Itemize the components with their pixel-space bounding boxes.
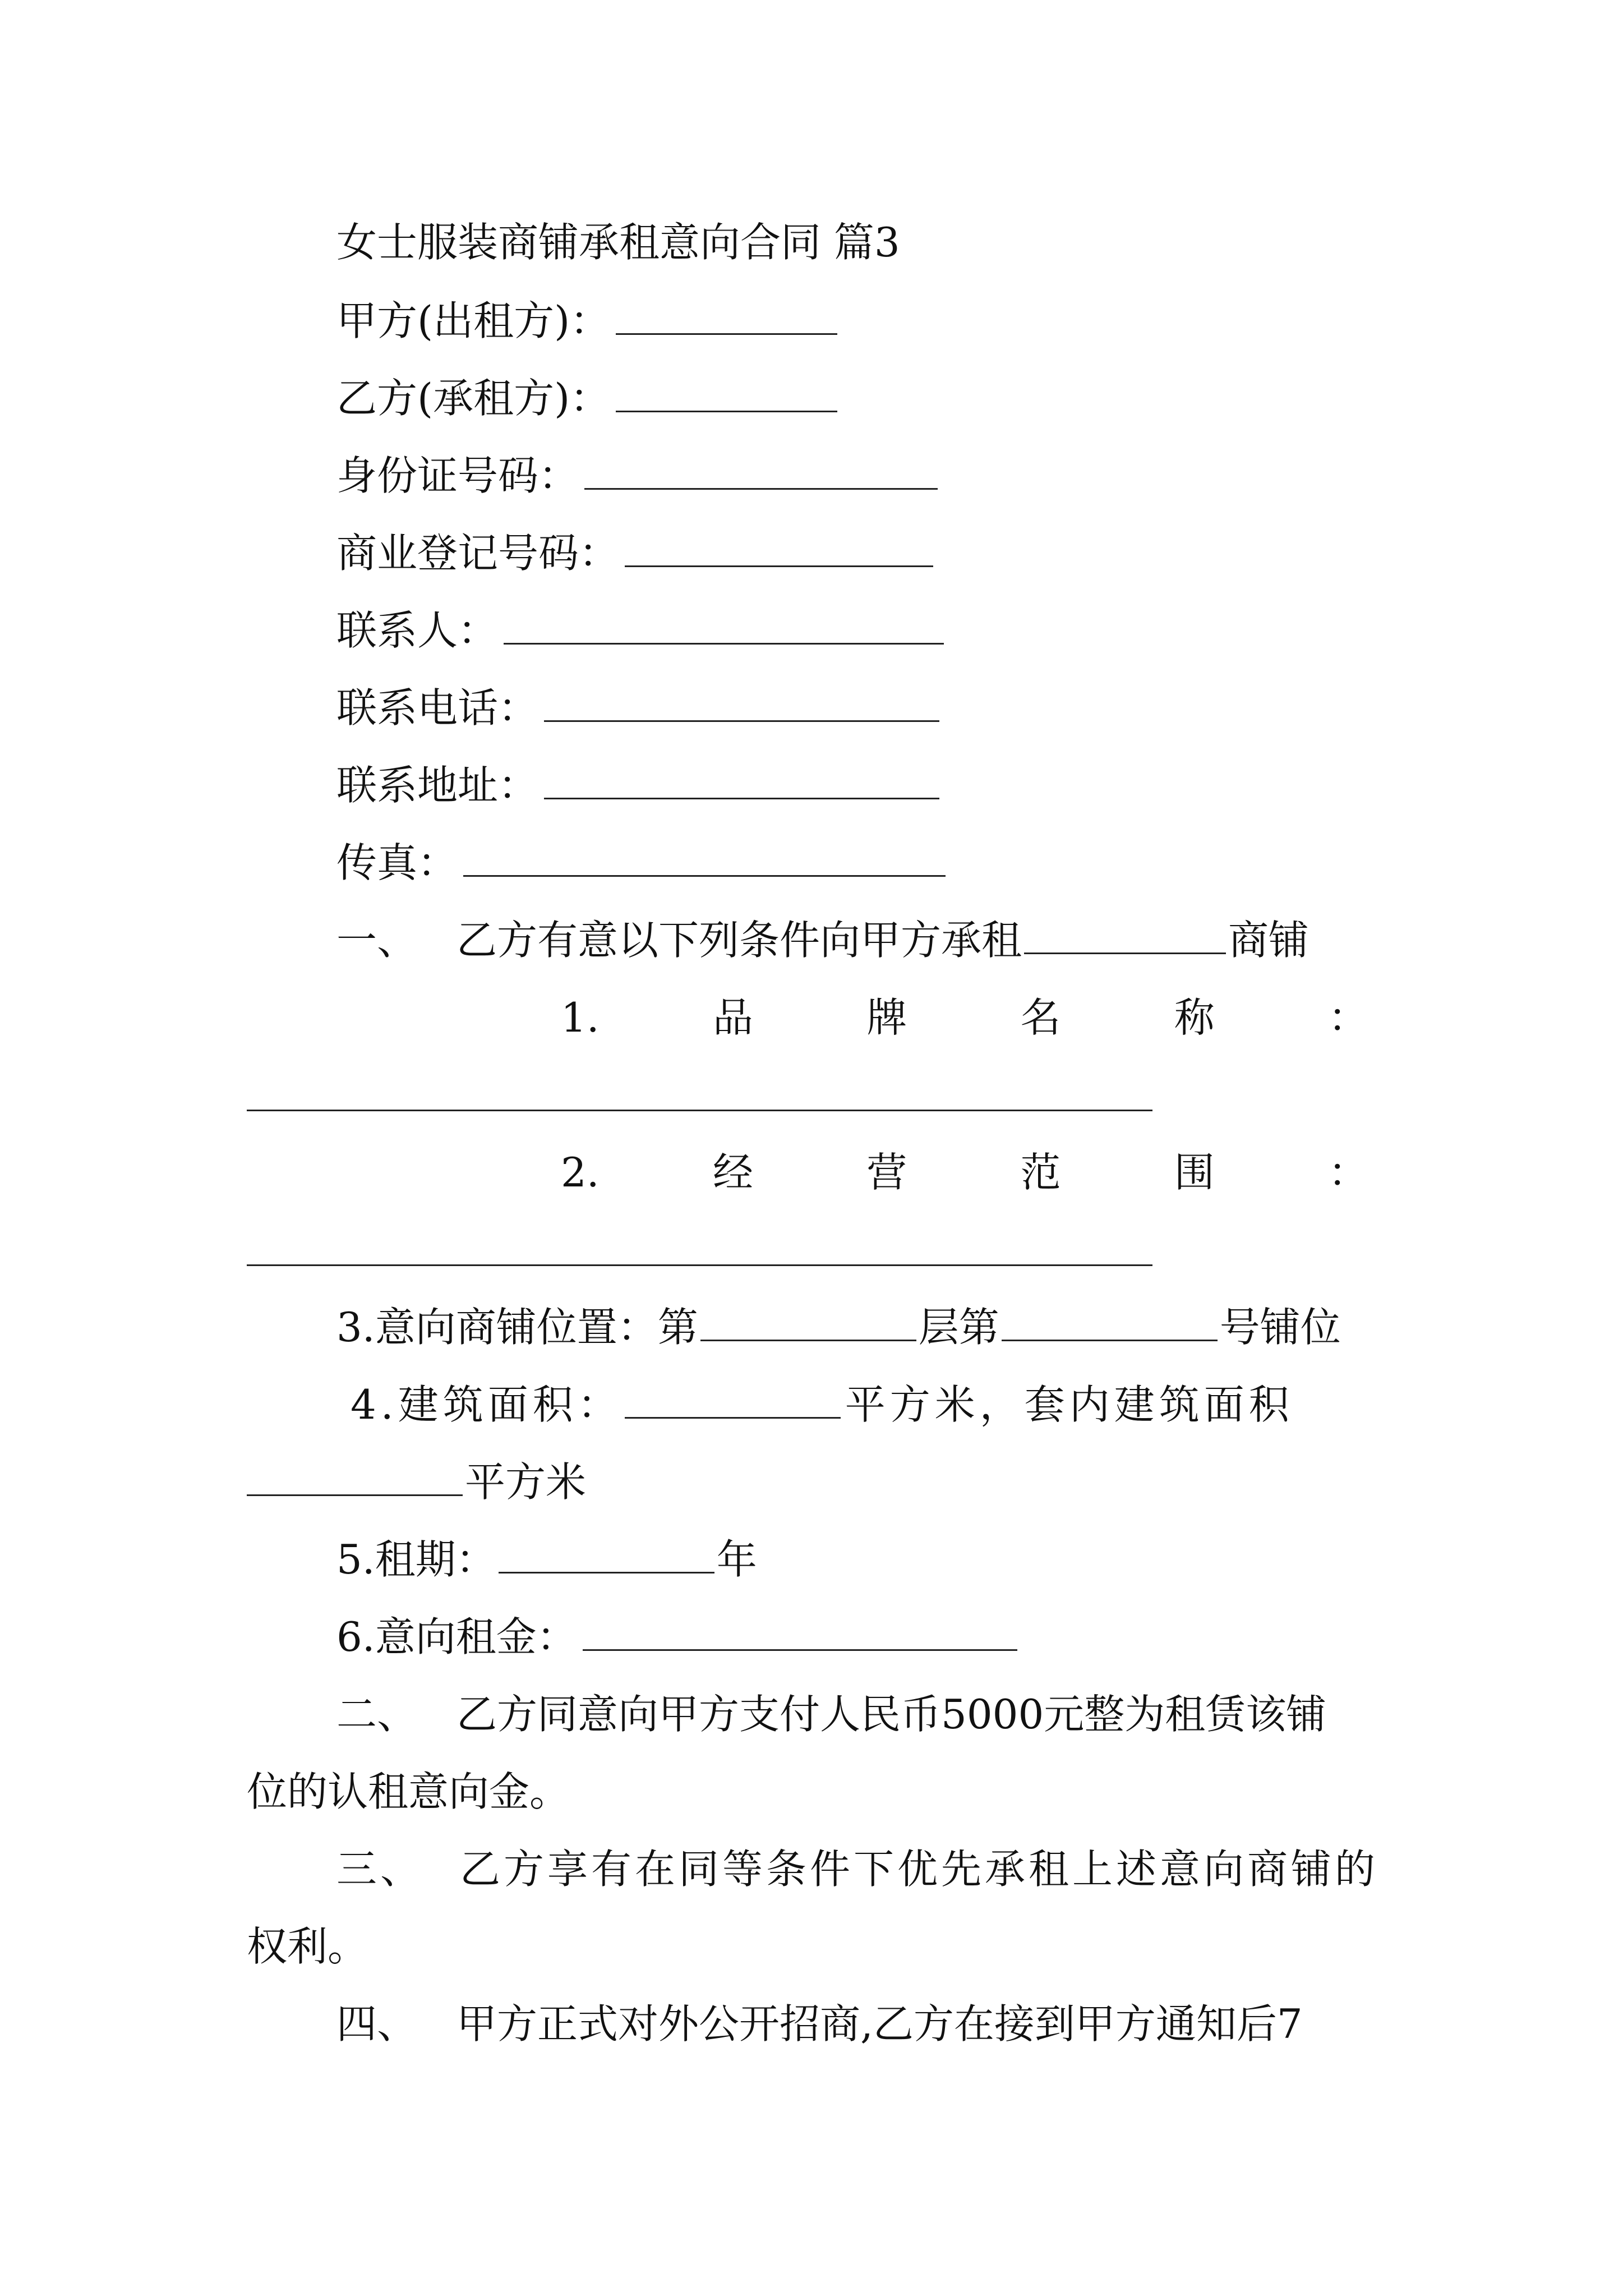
blank-line <box>1002 1299 1218 1341</box>
blank-line <box>247 1264 1152 1266</box>
field-label: 商业登记号码： <box>336 530 620 577</box>
clause-text: 乙方享有在同等条件下优先承租上述意向商铺的 <box>460 1846 1379 1893</box>
field-label: 联系电话： <box>336 684 539 731</box>
item-char: 围 <box>1174 1149 1215 1196</box>
item-4-area-cont <box>247 1454 586 1510</box>
item-5-term <box>336 1531 757 1588</box>
clause-number: 三、 <box>336 1846 425 1893</box>
item-char: 经 <box>712 1149 753 1196</box>
blank-line <box>499 1531 714 1573</box>
document-title: 女士服装商铺承租意向合同 篇3 <box>336 219 900 266</box>
field-label: 联系地址： <box>336 762 539 809</box>
field-label: 联系人： <box>336 607 499 654</box>
clause-2-cont: 位的认租意向金。 <box>247 1768 570 1815</box>
field-lessor <box>336 293 837 349</box>
field-id-number <box>336 448 938 504</box>
blank-line <box>700 1299 916 1341</box>
clause-text: 乙方同意向甲方支付人民币5000元整为租赁该铺 <box>457 1691 1327 1738</box>
item-text: 层第 <box>918 1304 999 1351</box>
blank-line <box>584 448 938 490</box>
item-text: 3.意向商铺位置：第 <box>336 1304 698 1351</box>
item-text: 号铺位 <box>1219 1304 1341 1351</box>
item-colon: ： <box>1327 994 1368 1041</box>
field-contact-phone <box>336 680 939 736</box>
clause-3-cont: 权利。 <box>247 1923 368 1970</box>
field-label: 甲方(出租方)： <box>336 297 611 344</box>
field-contact-person <box>336 602 944 659</box>
clause-number: 四、 <box>336 2000 418 2047</box>
clause-text: 甲方正式对外公开招商,乙方在接到甲方通知后7 <box>457 2000 1303 2047</box>
item-char: 营 <box>866 1149 907 1196</box>
item-2-business-scope <box>561 1144 1368 1200</box>
field-lessee <box>336 370 837 426</box>
blank-line <box>616 293 837 335</box>
clause-2 <box>336 1686 1326 1742</box>
field-contact-address <box>336 757 939 813</box>
item-4-area <box>351 1377 1294 1433</box>
item-text: 5.租期： <box>336 1536 496 1583</box>
item-number: 2. <box>561 1149 600 1196</box>
field-business-reg <box>336 525 933 581</box>
clause-3 <box>336 1841 1378 1897</box>
item-3-location <box>336 1299 1341 1355</box>
clause-suffix: 商铺 <box>1228 917 1310 964</box>
item-text: 平方米，套内建筑面积 <box>845 1381 1294 1428</box>
clause-number: 二、 <box>336 1691 418 1738</box>
blank-line <box>1024 912 1226 954</box>
item-6-rent <box>336 1609 1017 1665</box>
blank-line <box>625 525 933 567</box>
clause-1 <box>336 912 1309 968</box>
item-colon: ： <box>1327 1149 1368 1196</box>
item-char: 范 <box>1020 1149 1061 1196</box>
blank-line <box>616 370 837 412</box>
item-text: 平方米 <box>465 1458 587 1506</box>
blank-line <box>544 680 939 722</box>
field-label: 乙方(承租方)： <box>336 375 611 422</box>
item-char: 品 <box>712 994 753 1041</box>
item-char: 牌 <box>866 994 907 1041</box>
clause-number: 一、 <box>336 917 418 964</box>
blank-line <box>247 1110 1152 1111</box>
field-label: 身份证号码： <box>336 452 579 499</box>
clause-4 <box>336 1996 1303 2052</box>
item-number: 1. <box>561 994 600 1041</box>
item-text: 年 <box>716 1536 757 1583</box>
blank-line <box>247 1454 463 1496</box>
item-1-brand-name <box>561 990 1368 1046</box>
field-label: 传真： <box>336 839 458 886</box>
item-char: 称 <box>1174 994 1215 1041</box>
item-text: 6.意向租金： <box>336 1613 577 1660</box>
blank-line <box>625 1377 841 1419</box>
blank-line <box>463 835 946 877</box>
item-char: 名 <box>1020 994 1061 1041</box>
blank-line <box>544 757 939 799</box>
clause-text: 乙方有意以下列条件向甲方承租 <box>457 917 1022 964</box>
item-text: 4.建筑面积： <box>351 1381 623 1428</box>
blank-line <box>504 602 944 645</box>
blank-line <box>583 1609 1017 1651</box>
field-fax <box>336 835 946 891</box>
